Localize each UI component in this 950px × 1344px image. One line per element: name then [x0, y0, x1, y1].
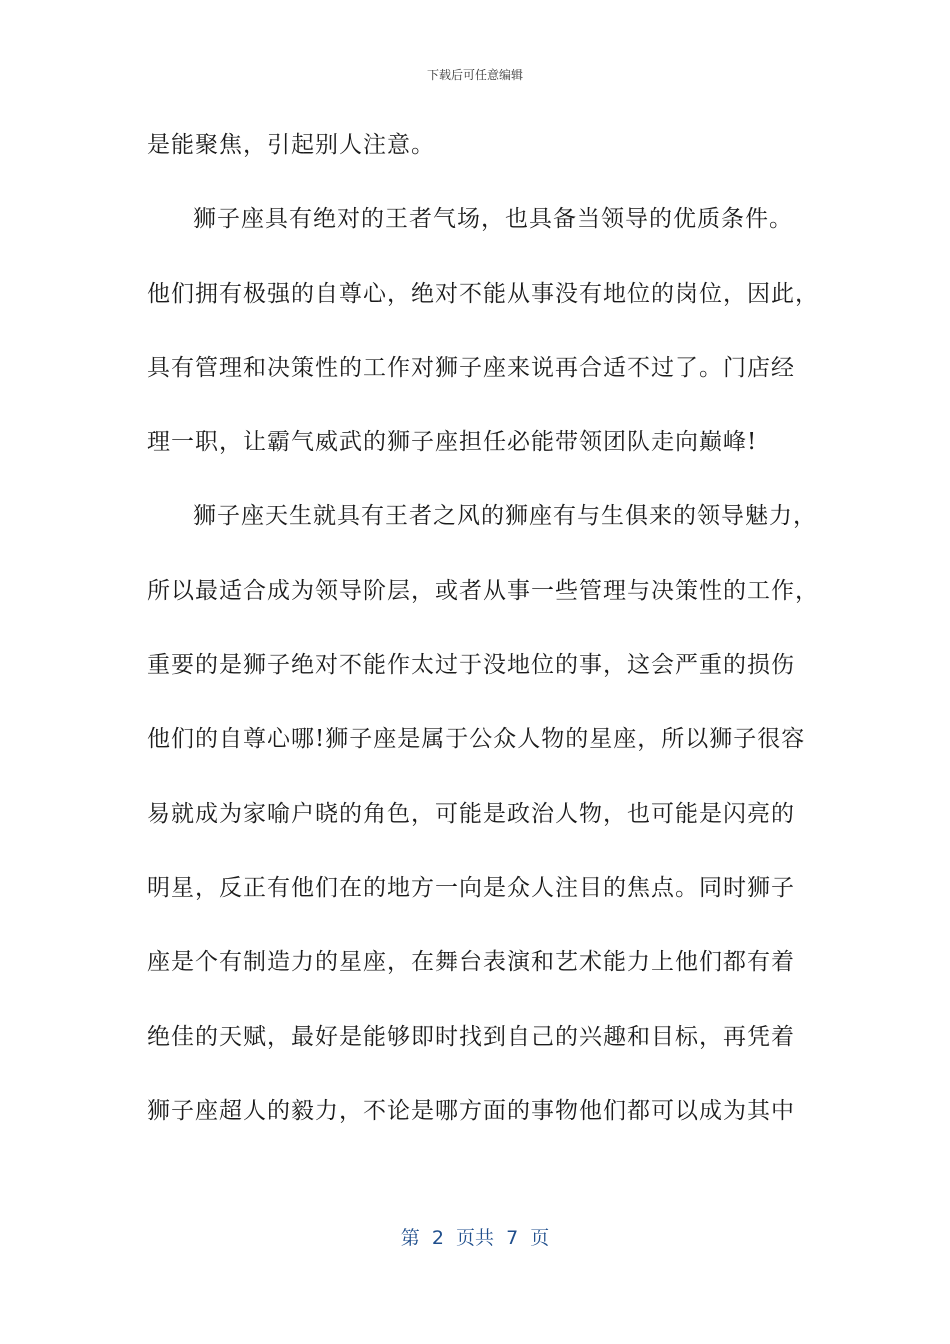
text-line: 座是个有制造力的星座，在舞台表演和艺术能力上他们都有着 — [147, 949, 795, 976]
text-line: 具有管理和决策性的工作对狮子座来说再合适不过了。门店经 — [147, 354, 795, 381]
page-header: 下载后可任意编辑 — [426, 68, 523, 82]
document-body — [147, 108, 819, 1148]
text-line: 他们拥有极强的自尊心，绝对不能从事没有地位的岗位，因此， — [147, 280, 819, 307]
text-line: 绝佳的天赋，最好是能够即时找到自己的兴趣和目标，再凭着 — [147, 1023, 795, 1050]
text-line: 易就成为家喻户晓的角色，可能是政治人物，也可能是闪亮的 — [147, 800, 795, 827]
text-line: 所以最适合成为领导阶层，或者从事一些管理与决策性的工作， — [147, 577, 819, 604]
text-line: 是能聚焦，引起别人注意。 — [147, 132, 435, 158]
text-line: 理一职，让霸气威武的狮子座担任必能带领团队走向巅峰! — [147, 429, 758, 456]
text-line: 他们的自尊心哪!狮子座是属于公众人物的星座，所以狮子很容 — [147, 726, 806, 753]
page-number-footer: 第 2 页共 7 页 — [400, 1227, 550, 1249]
text-line: 重要的是狮子绝对不能作太过于没地位的事，这会严重的损伤 — [147, 652, 795, 679]
text-line: 狮子座超人的毅力，不论是哪方面的事物他们都可以成为其中 — [147, 1097, 795, 1124]
paragraph-start-line: 狮子座天生就具有王者之风的狮座有与生俱来的领导魅力， — [193, 503, 817, 530]
text-line: 明星，反正有他们在的地方一向是众人注目的焦点。同时狮子 — [147, 874, 795, 901]
paragraph-start-line: 狮子座具有绝对的王者气场，也具备当领导的优质条件。 — [193, 206, 793, 233]
